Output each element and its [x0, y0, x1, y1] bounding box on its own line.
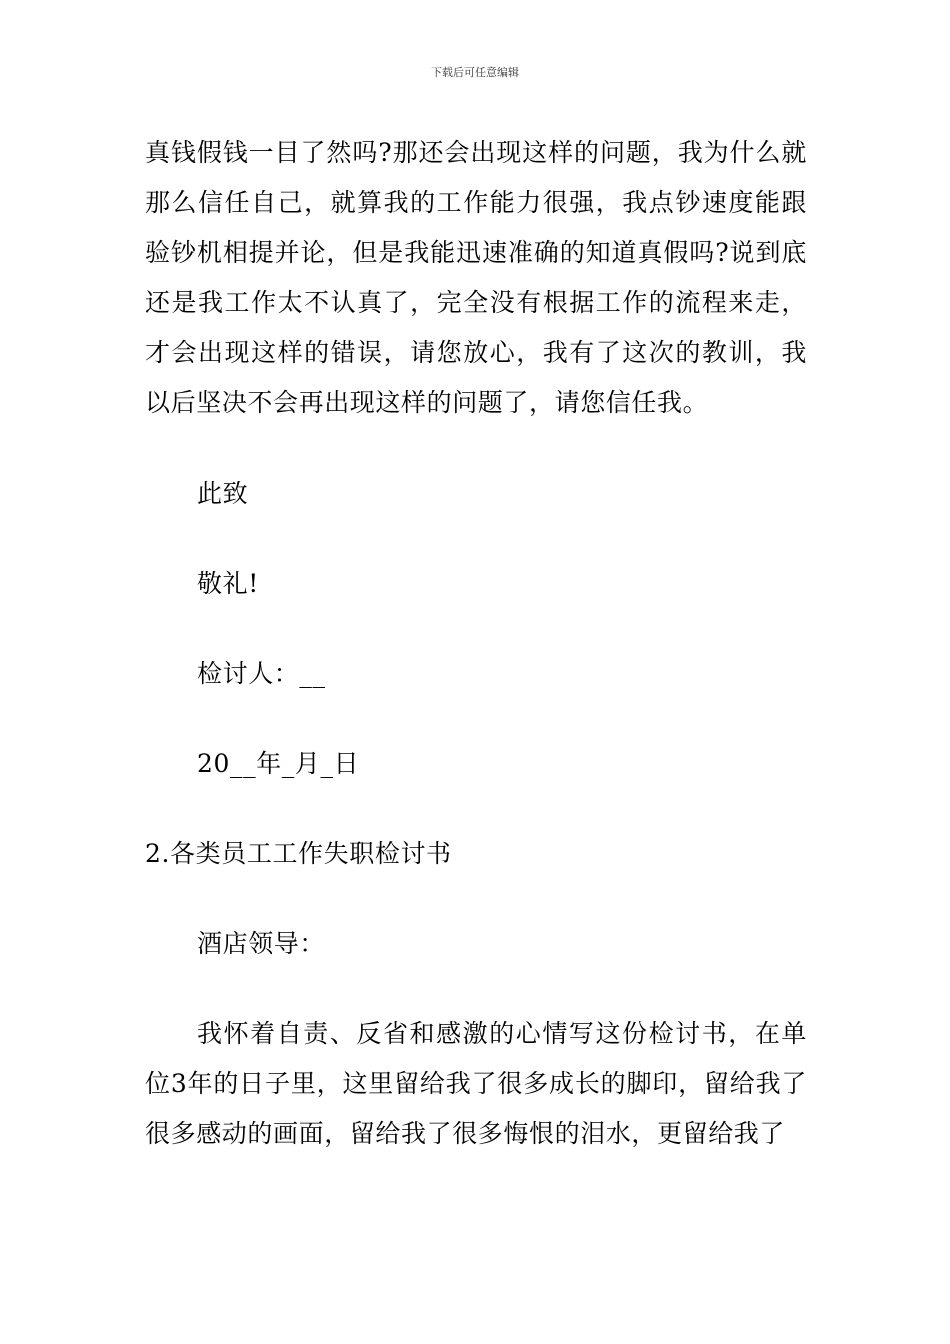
body-paragraph: 真钱假钱一目了然吗?那还会出现这样的问题，我为什么就那么信任自己，就算我的工作能力很强，我点钞速度能跟验钞机相提并论，但是我能迅速准确的知道真假吗?说到底还是我工作太不认真了，完全没有根据工作的流程来走，才会出现这样的错误，请您放心，我有了这次的教训，我以后坚决不会再出现这样的问题了，请您信任我。	[145, 138, 807, 417]
salutation-line: 酒店领导：	[197, 929, 326, 958]
closing-line: 此致	[197, 479, 249, 508]
signer-line: 检讨人：__	[197, 659, 326, 688]
page-header: 下载后可任意编辑	[431, 66, 519, 79]
body-paragraph: 我怀着自责、反省和感激的心情写这份检讨书，在单位3年的日子里，这里留给我了很多成长的脚印，留给我了很多感动的画面，留给我了很多悔恨的泪水，更留给我了	[145, 1019, 807, 1148]
document-body	[145, 128, 807, 1159]
section-title: 2.各类员工工作失职检讨书	[145, 839, 452, 868]
date-line: 20__年_月_日	[197, 749, 360, 778]
closing-salutation: 敬礼!	[197, 569, 259, 598]
